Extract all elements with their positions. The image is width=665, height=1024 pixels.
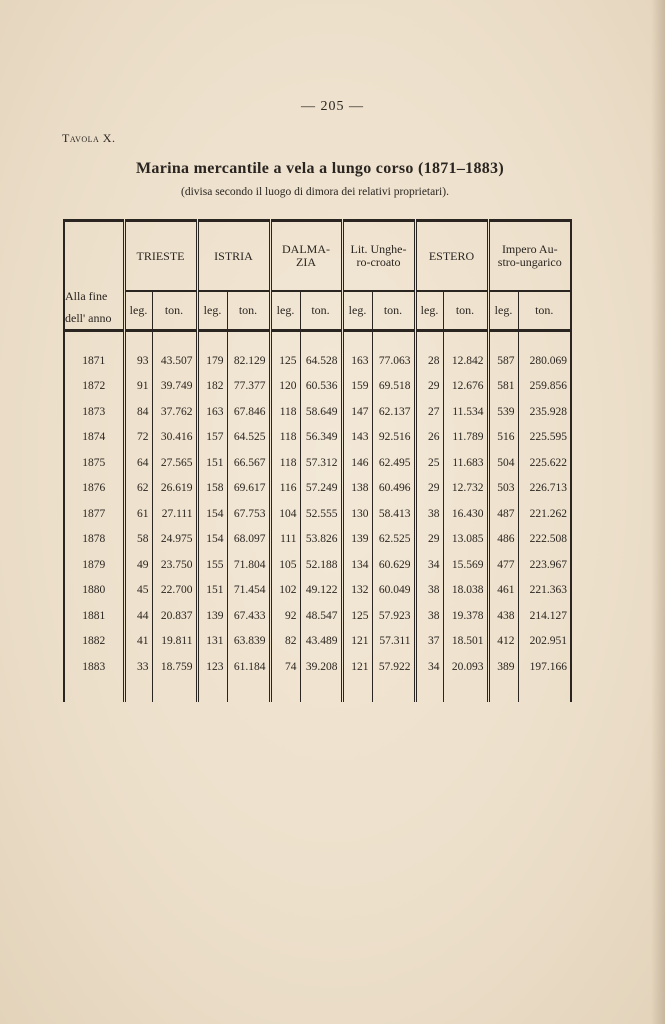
trieste-leg-cell: 62 [124, 476, 152, 502]
estero-leg-cell: 38 [415, 603, 443, 629]
dalmazia-ton-cell: 48.547 [300, 603, 342, 629]
table-row [64, 348, 571, 374]
impero-ton-cell: 221.262 [518, 501, 571, 527]
trieste-ton-cell: 27.565 [152, 450, 197, 476]
dalmazia-leg-cell: 111 [270, 527, 300, 553]
estero-leg-cell: 38 [415, 578, 443, 604]
trieste-ton-cell: 37.762 [152, 399, 197, 425]
impero-ton-cell: 259.856 [518, 374, 571, 400]
litorale-ton-cell: 58.413 [372, 501, 415, 527]
dalmazia-ton-cell: 43.489 [300, 629, 342, 655]
dalmazia-ton-cell: 64.528 [300, 348, 342, 374]
istria-leg-cell: 139 [197, 603, 227, 629]
dalmazia-ton-cell: 57.312 [300, 450, 342, 476]
impero-ton-cell: 225.595 [518, 425, 571, 451]
sub-header-leg: leg. [342, 291, 372, 331]
estero-leg-cell: 34 [415, 552, 443, 578]
estero-leg-cell: 29 [415, 527, 443, 553]
istria-ton-cell: 63.839 [227, 629, 270, 655]
litorale-ton-cell: 60.049 [372, 578, 415, 604]
table-row [64, 527, 571, 553]
group-header-estero: ESTERO [415, 221, 488, 292]
estero-ton-cell: 12.676 [443, 374, 488, 400]
estero-ton-cell: 16.430 [443, 501, 488, 527]
istria-ton-cell: 67.846 [227, 399, 270, 425]
impero-leg-cell: 486 [488, 527, 518, 553]
istria-ton-cell: 71.454 [227, 578, 270, 604]
dalmazia-leg-cell: 116 [270, 476, 300, 502]
dalmazia-leg-cell: 92 [270, 603, 300, 629]
estero-ton-cell: 20.093 [443, 654, 488, 680]
spacer-row [64, 331, 571, 349]
year-cell: 1871 [64, 348, 124, 374]
estero-leg-cell: 34 [415, 654, 443, 680]
year-cell: 1881 [64, 603, 124, 629]
table-row [64, 374, 571, 400]
estero-leg-cell: 25 [415, 450, 443, 476]
trieste-ton-cell: 26.619 [152, 476, 197, 502]
year-cell: 1876 [64, 476, 124, 502]
estero-ton-cell: 12.732 [443, 476, 488, 502]
litorale-leg-cell: 132 [342, 578, 372, 604]
istria-ton-cell: 67.433 [227, 603, 270, 629]
impero-ton-cell: 225.622 [518, 450, 571, 476]
istria-ton-cell: 66.567 [227, 450, 270, 476]
data-table [63, 219, 572, 702]
impero-leg-cell: 539 [488, 399, 518, 425]
dalmazia-leg-cell: 102 [270, 578, 300, 604]
tail-row [64, 680, 571, 702]
trieste-ton-cell: 23.750 [152, 552, 197, 578]
trieste-leg-cell: 84 [124, 399, 152, 425]
trieste-leg-cell: 58 [124, 527, 152, 553]
year-cell: 1873 [64, 399, 124, 425]
impero-ton-cell: 223.967 [518, 552, 571, 578]
istria-leg-cell: 154 [197, 527, 227, 553]
litorale-ton-cell: 62.525 [372, 527, 415, 553]
litorale-leg-cell: 121 [342, 654, 372, 680]
table-row [64, 629, 571, 655]
year-cell: 1882 [64, 629, 124, 655]
trieste-ton-cell: 27.111 [152, 501, 197, 527]
page-edge-shadow [651, 0, 665, 1024]
trieste-leg-cell: 41 [124, 629, 152, 655]
estero-leg-cell: 26 [415, 425, 443, 451]
table-body [64, 331, 571, 702]
trieste-leg-cell: 91 [124, 374, 152, 400]
estero-leg-cell: 29 [415, 374, 443, 400]
trieste-ton-cell: 39.749 [152, 374, 197, 400]
litorale-ton-cell: 92.516 [372, 425, 415, 451]
trieste-leg-cell: 33 [124, 654, 152, 680]
litorale-leg-cell: 159 [342, 374, 372, 400]
estero-leg-cell: 27 [415, 399, 443, 425]
table-row [64, 654, 571, 680]
istria-leg-cell: 179 [197, 348, 227, 374]
trieste-ton-cell: 20.837 [152, 603, 197, 629]
impero-leg-cell: 504 [488, 450, 518, 476]
sub-header-ton: ton. [300, 291, 342, 331]
trieste-leg-cell: 44 [124, 603, 152, 629]
sub-header-leg: leg. [197, 291, 227, 331]
group-header-impero: Impero Au- stro-ungarico [488, 221, 571, 292]
istria-leg-cell: 123 [197, 654, 227, 680]
dalmazia-ton-cell: 60.536 [300, 374, 342, 400]
table-row [64, 399, 571, 425]
trieste-leg-cell: 49 [124, 552, 152, 578]
impero-ton-cell: 214.127 [518, 603, 571, 629]
estero-ton-cell: 18.038 [443, 578, 488, 604]
istria-leg-cell: 131 [197, 629, 227, 655]
sub-header-leg: leg. [270, 291, 300, 331]
litorale-leg-cell: 121 [342, 629, 372, 655]
impero-leg-cell: 503 [488, 476, 518, 502]
impero-leg-cell: 477 [488, 552, 518, 578]
litorale-leg-cell: 147 [342, 399, 372, 425]
dalmazia-ton-cell: 52.188 [300, 552, 342, 578]
litorale-ton-cell: 69.518 [372, 374, 415, 400]
sub-header-leg: leg. [124, 291, 152, 331]
data-table-container [63, 219, 570, 689]
table-row [64, 578, 571, 604]
year-header-line1: Alla fine [65, 289, 108, 303]
year-cell: 1872 [64, 374, 124, 400]
estero-ton-cell: 18.501 [443, 629, 488, 655]
trieste-ton-cell: 22.700 [152, 578, 197, 604]
trieste-leg-cell: 61 [124, 501, 152, 527]
dalmazia-ton-cell: 52.555 [300, 501, 342, 527]
istria-ton-cell: 61.184 [227, 654, 270, 680]
table-title: Marina mercantile a vela a lungo corso (1871–1883) [136, 160, 504, 177]
trieste-leg-cell: 45 [124, 578, 152, 604]
estero-leg-cell: 38 [415, 501, 443, 527]
istria-leg-cell: 157 [197, 425, 227, 451]
litorale-ton-cell: 60.496 [372, 476, 415, 502]
impero-leg-cell: 461 [488, 578, 518, 604]
istria-leg-cell: 158 [197, 476, 227, 502]
estero-ton-cell: 15.569 [443, 552, 488, 578]
litorale-ton-cell: 62.137 [372, 399, 415, 425]
estero-ton-cell: 11.683 [443, 450, 488, 476]
year-header-line2: dell' anno [65, 311, 112, 325]
litorale-ton-cell: 77.063 [372, 348, 415, 374]
litorale-ton-cell: 57.922 [372, 654, 415, 680]
year-cell: 1880 [64, 578, 124, 604]
litorale-ton-cell: 57.311 [372, 629, 415, 655]
impero-leg-cell: 587 [488, 348, 518, 374]
dalmazia-leg-cell: 105 [270, 552, 300, 578]
table-row [64, 501, 571, 527]
litorale-leg-cell: 138 [342, 476, 372, 502]
litorale-leg-cell: 139 [342, 527, 372, 553]
sub-header-ton: ton. [443, 291, 488, 331]
istria-leg-cell: 155 [197, 552, 227, 578]
impero-ton-cell: 197.166 [518, 654, 571, 680]
impero-leg-cell: 516 [488, 425, 518, 451]
group-header-litorale: Lit. Unghe- ro-croato [342, 221, 415, 292]
year-cell: 1874 [64, 425, 124, 451]
trieste-leg-cell: 64 [124, 450, 152, 476]
litorale-leg-cell: 143 [342, 425, 372, 451]
istria-ton-cell: 64.525 [227, 425, 270, 451]
istria-leg-cell: 151 [197, 578, 227, 604]
impero-leg-cell: 412 [488, 629, 518, 655]
impero-ton-cell: 280.069 [518, 348, 571, 374]
trieste-leg-cell: 72 [124, 425, 152, 451]
litorale-ton-cell: 60.629 [372, 552, 415, 578]
table-label: Tavola X. [62, 131, 116, 145]
dalmazia-ton-cell: 58.649 [300, 399, 342, 425]
dalmazia-ton-cell: 49.122 [300, 578, 342, 604]
impero-ton-cell: 202.951 [518, 629, 571, 655]
litorale-leg-cell: 125 [342, 603, 372, 629]
impero-ton-cell: 226.713 [518, 476, 571, 502]
sub-header-leg: leg. [488, 291, 518, 331]
istria-leg-cell: 151 [197, 450, 227, 476]
istria-ton-cell: 82.129 [227, 348, 270, 374]
impero-leg-cell: 581 [488, 374, 518, 400]
litorale-ton-cell: 57.923 [372, 603, 415, 629]
istria-ton-cell: 67.753 [227, 501, 270, 527]
sub-header-ton: ton. [152, 291, 197, 331]
impero-leg-cell: 487 [488, 501, 518, 527]
trieste-ton-cell: 30.416 [152, 425, 197, 451]
litorale-leg-cell: 134 [342, 552, 372, 578]
impero-leg-cell: 438 [488, 603, 518, 629]
istria-ton-cell: 77.377 [227, 374, 270, 400]
year-cell: 1879 [64, 552, 124, 578]
istria-leg-cell: 154 [197, 501, 227, 527]
table-subtitle: (divisa secondo il luogo di dimora dei relativi proprietari). [181, 186, 449, 198]
litorale-leg-cell: 130 [342, 501, 372, 527]
impero-ton-cell: 222.508 [518, 527, 571, 553]
trieste-ton-cell: 19.811 [152, 629, 197, 655]
year-cell: 1877 [64, 501, 124, 527]
dalmazia-leg-cell: 74 [270, 654, 300, 680]
page-number: — 205 — [301, 99, 364, 114]
year-column-header [64, 221, 124, 331]
trieste-ton-cell: 43.507 [152, 348, 197, 374]
estero-leg-cell: 29 [415, 476, 443, 502]
group-header-dalmazia: DALMA- ZIA [270, 221, 342, 292]
sub-header-leg: leg. [415, 291, 443, 331]
dalmazia-leg-cell: 82 [270, 629, 300, 655]
litorale-leg-cell: 163 [342, 348, 372, 374]
dalmazia-ton-cell: 39.208 [300, 654, 342, 680]
litorale-ton-cell: 62.495 [372, 450, 415, 476]
dalmazia-ton-cell: 53.826 [300, 527, 342, 553]
group-header-istria: ISTRIA [197, 221, 270, 292]
table-row [64, 603, 571, 629]
group-header-trieste: TRIESTE [124, 221, 197, 292]
dalmazia-leg-cell: 118 [270, 425, 300, 451]
istria-leg-cell: 182 [197, 374, 227, 400]
sub-header-ton: ton. [372, 291, 415, 331]
sub-header-ton: ton. [227, 291, 270, 331]
trieste-ton-cell: 18.759 [152, 654, 197, 680]
table-row [64, 552, 571, 578]
dalmazia-leg-cell: 118 [270, 399, 300, 425]
istria-ton-cell: 68.097 [227, 527, 270, 553]
istria-ton-cell: 69.617 [227, 476, 270, 502]
dalmazia-ton-cell: 57.249 [300, 476, 342, 502]
dalmazia-leg-cell: 120 [270, 374, 300, 400]
estero-ton-cell: 11.789 [443, 425, 488, 451]
table-row [64, 425, 571, 451]
dalmazia-leg-cell: 118 [270, 450, 300, 476]
istria-ton-cell: 71.804 [227, 552, 270, 578]
estero-ton-cell: 11.534 [443, 399, 488, 425]
dalmazia-ton-cell: 56.349 [300, 425, 342, 451]
year-cell: 1883 [64, 654, 124, 680]
istria-leg-cell: 163 [197, 399, 227, 425]
trieste-leg-cell: 93 [124, 348, 152, 374]
trieste-ton-cell: 24.975 [152, 527, 197, 553]
impero-ton-cell: 221.363 [518, 578, 571, 604]
impero-leg-cell: 389 [488, 654, 518, 680]
litorale-leg-cell: 146 [342, 450, 372, 476]
impero-ton-cell: 235.928 [518, 399, 571, 425]
estero-leg-cell: 37 [415, 629, 443, 655]
sub-header-ton: ton. [518, 291, 571, 331]
dalmazia-leg-cell: 104 [270, 501, 300, 527]
table-row [64, 450, 571, 476]
estero-ton-cell: 19.378 [443, 603, 488, 629]
estero-ton-cell: 13.085 [443, 527, 488, 553]
year-cell: 1875 [64, 450, 124, 476]
dalmazia-leg-cell: 125 [270, 348, 300, 374]
estero-leg-cell: 28 [415, 348, 443, 374]
year-cell: 1878 [64, 527, 124, 553]
estero-ton-cell: 12.842 [443, 348, 488, 374]
table-row [64, 476, 571, 502]
